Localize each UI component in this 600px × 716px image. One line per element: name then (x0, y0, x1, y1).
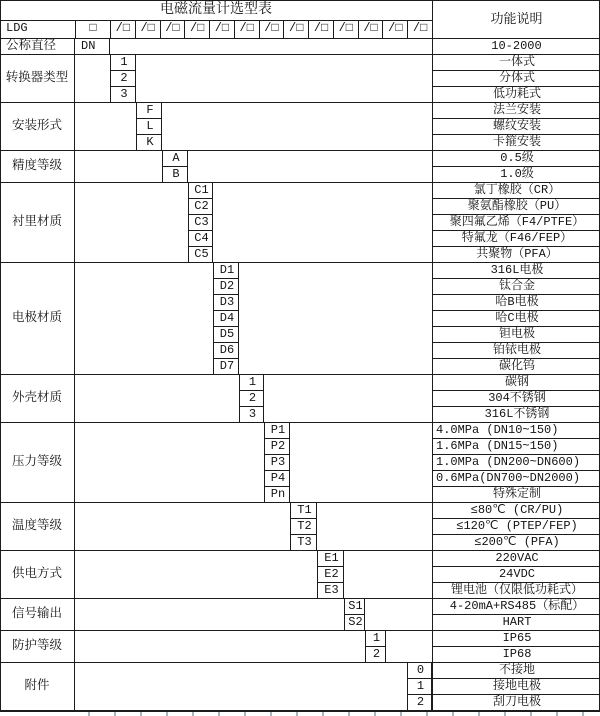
category-label: 供电方式 (0, 551, 75, 598)
option-desc: 0.6MPa(DN700~DN2000) (433, 471, 600, 487)
option-code: K (146, 135, 154, 149)
option-code: C2 (189, 199, 213, 215)
option-code: 2 (372, 647, 381, 661)
option-code: L (137, 119, 162, 135)
option-code: D6 (214, 343, 239, 359)
option-code: C3 (189, 215, 213, 231)
desc-column (432, 103, 600, 150)
category-label: 公称直径 (0, 39, 75, 54)
code-column (136, 103, 162, 150)
option-desc: HART (502, 615, 532, 629)
code-column (188, 183, 213, 262)
option-code: 2 (240, 391, 264, 407)
option-desc: 0.5级 (433, 151, 600, 167)
model-base-box: □ (75, 21, 110, 39)
model-slot: /□ (135, 21, 160, 39)
option-code: C5 (194, 247, 209, 261)
category-label: 附件 (0, 663, 75, 710)
code-column (213, 263, 239, 374)
section-band (0, 503, 600, 551)
option-desc: 24VDC (433, 567, 600, 583)
desc-column (432, 663, 600, 710)
option-desc: 1.6MPa (DN15~150) (433, 439, 600, 455)
model-slot: /□ (160, 21, 185, 39)
code-column (365, 631, 386, 662)
option-code: T2 (291, 519, 317, 535)
model-slot: /□ (382, 21, 407, 39)
section-band (0, 151, 600, 183)
option-code: S1 (345, 599, 365, 615)
option-code: C1 (189, 183, 213, 199)
option-code: E3 (324, 583, 339, 597)
option-code: B (172, 167, 180, 181)
model-slot: /□ (283, 21, 308, 39)
option-desc: 聚氨酯橡胶（PU） (433, 199, 600, 215)
option-code: D1 (214, 263, 239, 279)
option-code: 1 (111, 55, 136, 71)
option-desc: 304不锈钢 (433, 391, 600, 407)
option-desc: 10-2000 (432, 39, 600, 54)
option-code: P1 (265, 423, 290, 439)
option-desc: 螺纹安装 (433, 119, 600, 135)
code-column (317, 551, 344, 598)
option-desc: 4-20mA+RS485（标配） (433, 599, 600, 615)
diameter-code: DN (75, 39, 110, 54)
category-label: 外壳材质 (0, 375, 75, 422)
option-desc: 1.0MPa (DN200~DN600) (433, 455, 600, 471)
option-desc: 聚四氟乙烯（F4/PTFE） (433, 215, 600, 231)
model-prefix: LDG (0, 21, 75, 39)
diameter-row (0, 39, 600, 55)
option-code: 3 (248, 407, 257, 421)
option-desc: 接地电极 (433, 679, 600, 695)
option-code: P2 (265, 439, 290, 455)
option-code: 1 (366, 631, 386, 647)
option-code: A (163, 151, 188, 167)
option-desc: 哈C电极 (433, 311, 600, 327)
option-code: F (137, 103, 162, 119)
option-desc: 低功耗式 (492, 87, 541, 101)
code-column (162, 151, 188, 182)
section-band (0, 423, 600, 503)
option-desc: 钽电极 (433, 327, 600, 343)
option-desc: 卡箍安装 (492, 135, 541, 149)
model-slot: /□ (110, 21, 135, 39)
function-column-header: 功能说明 (432, 0, 600, 39)
option-desc: 共聚物（PFA） (476, 247, 558, 261)
option-code: E1 (318, 551, 344, 567)
option-desc: 锂电池（仅限低功耗式） (450, 583, 583, 597)
option-code: T1 (291, 503, 317, 519)
option-desc: 氯丁橡胶（CR） (433, 183, 600, 199)
section-band (0, 663, 600, 711)
option-desc: ≤120℃ (PTEP/FEP) (433, 519, 600, 535)
option-code: 3 (120, 87, 128, 101)
option-code: C4 (189, 231, 213, 247)
code-column (344, 599, 365, 630)
option-desc: 不接地 (433, 663, 600, 679)
category-label: 防护等级 (0, 631, 75, 662)
model-slot: /□ (358, 21, 383, 39)
option-desc: 碳钢 (433, 375, 600, 391)
option-desc: 哈B电极 (433, 295, 600, 311)
category-label: 压力等级 (0, 423, 75, 502)
model-slot: /□ (308, 21, 333, 39)
option-code: 2 (111, 71, 136, 87)
code-column (239, 375, 264, 422)
model-slot: /□ (234, 21, 259, 39)
option-desc: 特氟龙（F46/FEP） (433, 231, 600, 247)
option-code: D2 (214, 279, 239, 295)
option-code: T3 (297, 535, 312, 549)
section-band (0, 103, 600, 151)
option-code: Pn (270, 487, 286, 501)
desc-column (432, 631, 600, 662)
option-desc: 分体式 (433, 71, 600, 87)
option-desc: 法兰安装 (433, 103, 600, 119)
table-title: 电磁流量计选型表 (0, 0, 432, 21)
scan-artifact-ticks (88, 712, 600, 716)
code-column (110, 55, 136, 102)
model-slot: /□ (407, 21, 432, 39)
desc-column (432, 423, 600, 502)
option-code: 1 (240, 375, 264, 391)
model-slot: /□ (333, 21, 358, 39)
option-code: D4 (214, 311, 239, 327)
section-band (0, 55, 600, 103)
section-band (0, 183, 600, 263)
code-column (290, 503, 317, 550)
option-desc: 1.0级 (500, 167, 534, 181)
section-band (0, 551, 600, 599)
code-column (264, 423, 290, 502)
option-code: D3 (214, 295, 239, 311)
desc-column (432, 183, 600, 262)
category-label: 安装形式 (0, 103, 75, 150)
option-code: E2 (318, 567, 344, 583)
option-desc: 316L不锈钢 (484, 407, 550, 421)
section-band (0, 263, 600, 375)
option-desc: 316L电极 (433, 263, 600, 279)
model-slot: /□ (259, 21, 284, 39)
option-desc: 碳化钨 (498, 359, 535, 373)
section-band (0, 599, 600, 631)
desc-column (432, 551, 600, 598)
desc-column (432, 599, 600, 630)
category-label: 转换器类型 (0, 55, 75, 102)
section-band (0, 631, 600, 663)
option-code: P4 (265, 471, 290, 487)
desc-column (432, 55, 600, 102)
section-band (0, 375, 600, 423)
category-label: 精度等级 (0, 151, 75, 182)
option-code: D7 (219, 359, 235, 373)
option-desc: 刮刀电极 (492, 695, 541, 709)
desc-column (432, 263, 600, 374)
option-code: 0 (408, 663, 432, 679)
option-desc: IP68 (502, 647, 532, 661)
option-code: S2 (348, 615, 363, 629)
option-desc: 220VAC (433, 551, 600, 567)
model-slot: /□ (184, 21, 209, 39)
category-label: 衬里材质 (0, 183, 75, 262)
option-desc: 一体式 (433, 55, 600, 71)
option-desc: 4.0MPa (DN10~150) (433, 423, 600, 439)
code-column (407, 663, 432, 710)
desc-column (432, 151, 600, 182)
option-code: 2 (416, 695, 425, 709)
option-code: 1 (408, 679, 432, 695)
category-label: 温度等级 (0, 503, 75, 550)
option-code: D5 (214, 327, 239, 343)
desc-column (432, 375, 600, 422)
option-desc: IP65 (433, 631, 600, 647)
category-label: 电极材质 (0, 263, 75, 374)
category-label: 信号输出 (0, 599, 75, 630)
option-desc: 钛合金 (433, 279, 600, 295)
model-slot: /□ (209, 21, 234, 39)
desc-column (432, 503, 600, 550)
option-code: P3 (265, 455, 290, 471)
option-desc: 铂铱电极 (433, 343, 600, 359)
option-desc: 特殊定制 (492, 487, 541, 501)
option-desc: ≤80℃ (CR/PU) (433, 503, 600, 519)
option-desc: ≤200℃ (PFA) (474, 535, 560, 549)
